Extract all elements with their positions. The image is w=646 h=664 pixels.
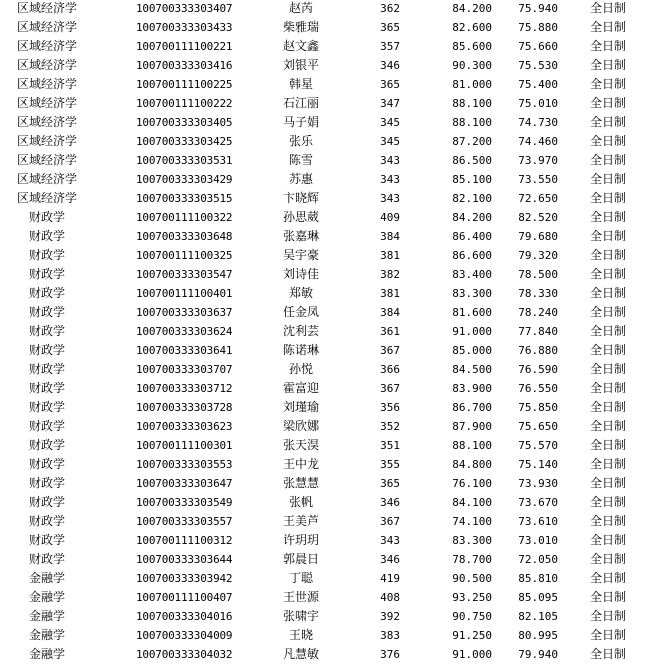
exam-id-cell: 100700111100322: [136, 211, 233, 224]
name-cell: 柴雅瑞: [282, 20, 319, 34]
initial-score-cell: 381: [380, 287, 400, 300]
study-type-cell: 全日制: [589, 20, 626, 34]
initial-score-cell: 347: [380, 97, 400, 110]
exam-id-cell: 100700333303624: [136, 325, 233, 338]
retest-score-cell: 83.300: [452, 534, 492, 547]
total-score-cell: 78.330: [518, 287, 558, 300]
exam-id-cell: 100700333303429: [136, 173, 233, 186]
name-cell: 王晓: [288, 628, 313, 642]
total-score-cell: 76.590: [518, 363, 558, 376]
total-score-cell: 75.400: [518, 78, 558, 91]
initial-score-cell: 357: [380, 40, 400, 53]
initial-score-cell: 365: [380, 78, 400, 91]
name-cell: 吴宇豪: [282, 248, 319, 262]
name-cell: 苏惠: [288, 172, 313, 186]
total-score-cell: 85.095: [518, 591, 558, 604]
table-row: [0, 303, 646, 322]
major-cell: 金融学: [28, 609, 65, 623]
study-type-cell: 全日制: [589, 552, 626, 566]
initial-score-cell: 352: [380, 420, 400, 433]
major-cell: 财政学: [28, 457, 65, 471]
study-type-cell: 全日制: [589, 153, 626, 167]
retest-score-cell: 85.000: [452, 344, 492, 357]
retest-score-cell: 86.700: [452, 401, 492, 414]
major-cell: 财政学: [28, 476, 65, 490]
retest-score-cell: 83.300: [452, 287, 492, 300]
retest-score-cell: 81.600: [452, 306, 492, 319]
total-score-cell: 75.010: [518, 97, 558, 110]
table-row: [0, 189, 646, 208]
total-score-cell: 76.550: [518, 382, 558, 395]
initial-score-cell: 346: [380, 59, 400, 72]
retest-score-cell: 86.600: [452, 249, 492, 262]
name-cell: 王世源: [282, 590, 319, 604]
exam-id-cell: 100700333303553: [136, 458, 233, 471]
major-cell: 财政学: [28, 229, 65, 243]
total-score-cell: 79.680: [518, 230, 558, 243]
table-row: [0, 398, 646, 417]
initial-score-cell: 384: [380, 230, 400, 243]
initial-score-cell: 381: [380, 249, 400, 262]
name-cell: 刘瑾瑜: [282, 400, 319, 414]
table-row: [0, 531, 646, 550]
exam-id-cell: 100700333303707: [136, 363, 233, 376]
initial-score-cell: 383: [380, 629, 400, 642]
study-type-cell: 全日制: [589, 324, 626, 338]
study-type-cell: 全日制: [589, 96, 626, 110]
exam-id-cell: 100700333303942: [136, 572, 233, 585]
total-score-cell: 78.240: [518, 306, 558, 319]
major-cell: 财政学: [28, 286, 65, 300]
exam-id-cell: 100700111100225: [136, 78, 233, 91]
initial-score-cell: 343: [380, 534, 400, 547]
total-score-cell: 79.940: [518, 648, 558, 661]
study-type-cell: 全日制: [589, 400, 626, 414]
exam-id-cell: 100700333303641: [136, 344, 233, 357]
major-cell: 金融学: [28, 590, 65, 604]
exam-id-cell: 100700333304032: [136, 648, 233, 661]
major-cell: 财政学: [28, 381, 65, 395]
name-cell: 张帆: [288, 495, 313, 509]
total-score-cell: 73.970: [518, 154, 558, 167]
initial-score-cell: 345: [380, 116, 400, 129]
table-row: [0, 284, 646, 303]
exam-id-cell: 100700333303425: [136, 135, 233, 148]
study-type-cell: 全日制: [589, 172, 626, 186]
exam-id-cell: 100700333303433: [136, 21, 233, 34]
name-cell: 沈利芸: [282, 324, 319, 338]
exam-id-cell: 100700333303712: [136, 382, 233, 395]
exam-id-cell: 100700111100222: [136, 97, 233, 110]
retest-score-cell: 81.000: [452, 78, 492, 91]
initial-score-cell: 346: [380, 553, 400, 566]
exam-id-cell: 100700111100312: [136, 534, 233, 547]
name-cell: 王美芦: [282, 514, 319, 528]
table-row: [0, 151, 646, 170]
total-score-cell: 74.730: [518, 116, 558, 129]
major-cell: 区域经济学: [16, 115, 77, 129]
total-score-cell: 73.010: [518, 534, 558, 547]
total-score-cell: 75.650: [518, 420, 558, 433]
table-row: [0, 37, 646, 56]
table-row: [0, 436, 646, 455]
study-type-cell: 全日制: [589, 248, 626, 262]
name-cell: 刘银平: [282, 58, 319, 72]
name-cell: 梁欣娜: [282, 419, 319, 433]
study-type-cell: 全日制: [589, 533, 626, 547]
name-cell: 孙思葳: [282, 210, 319, 224]
table-row: [0, 132, 646, 151]
retest-score-cell: 88.100: [452, 97, 492, 110]
exam-id-cell: 100700333303515: [136, 192, 233, 205]
study-type-cell: 全日制: [589, 267, 626, 281]
study-type-cell: 全日制: [589, 343, 626, 357]
retest-score-cell: 91.250: [452, 629, 492, 642]
major-cell: 财政学: [28, 267, 65, 281]
initial-score-cell: 355: [380, 458, 400, 471]
table-row: [0, 170, 646, 189]
initial-score-cell: 345: [380, 135, 400, 148]
exam-id-cell: 100700333303647: [136, 477, 233, 490]
name-cell: 霍富迎: [282, 381, 319, 395]
total-score-cell: 73.930: [518, 477, 558, 490]
major-cell: 金融学: [28, 647, 65, 661]
initial-score-cell: 351: [380, 439, 400, 452]
initial-score-cell: 343: [380, 192, 400, 205]
study-type-cell: 全日制: [589, 476, 626, 490]
table-row: [0, 18, 646, 37]
study-type-cell: 全日制: [589, 457, 626, 471]
table-row: [0, 607, 646, 626]
major-cell: 财政学: [28, 210, 65, 224]
total-score-cell: 82.105: [518, 610, 558, 623]
table-row: [0, 360, 646, 379]
table-row: [0, 322, 646, 341]
major-cell: 区域经济学: [16, 96, 77, 110]
major-cell: 区域经济学: [16, 134, 77, 148]
total-score-cell: 75.530: [518, 59, 558, 72]
study-type-cell: 全日制: [589, 514, 626, 528]
total-score-cell: 73.610: [518, 515, 558, 528]
exam-id-cell: 100700333303644: [136, 553, 233, 566]
name-cell: 张乐: [288, 134, 313, 148]
retest-score-cell: 84.200: [452, 2, 492, 15]
initial-score-cell: 367: [380, 382, 400, 395]
study-type-cell: 全日制: [589, 609, 626, 623]
retest-score-cell: 85.100: [452, 173, 492, 186]
initial-score-cell: 366: [380, 363, 400, 376]
total-score-cell: 72.050: [518, 553, 558, 566]
name-cell: 张天淏: [282, 438, 319, 452]
study-type-cell: 全日制: [589, 381, 626, 395]
retest-score-cell: 84.100: [452, 496, 492, 509]
initial-score-cell: 367: [380, 515, 400, 528]
total-score-cell: 79.320: [518, 249, 558, 262]
initial-score-cell: 365: [380, 477, 400, 490]
initial-score-cell: 367: [380, 344, 400, 357]
major-cell: 金融学: [28, 571, 65, 585]
major-cell: 区域经济学: [16, 58, 77, 72]
major-cell: 区域经济学: [16, 77, 77, 91]
retest-score-cell: 91.000: [452, 325, 492, 338]
name-cell: 卞晓辉: [282, 191, 319, 205]
initial-score-cell: 365: [380, 21, 400, 34]
name-cell: 凡慧敏: [282, 647, 319, 661]
table-row: [0, 569, 646, 588]
retest-score-cell: 83.900: [452, 382, 492, 395]
table-row: [0, 208, 646, 227]
major-cell: 区域经济学: [16, 1, 77, 15]
name-cell: 陈雪: [288, 153, 313, 167]
name-cell: 张啸宇: [282, 609, 319, 623]
name-cell: 张慧慧: [282, 476, 319, 490]
exam-id-cell: 100700333303405: [136, 116, 233, 129]
major-cell: 财政学: [28, 419, 65, 433]
major-cell: 财政学: [28, 305, 65, 319]
exam-id-cell: 100700111100301: [136, 439, 233, 452]
initial-score-cell: 343: [380, 173, 400, 186]
initial-score-cell: 409: [380, 211, 400, 224]
retest-score-cell: 88.100: [452, 439, 492, 452]
major-cell: 财政学: [28, 362, 65, 376]
study-type-cell: 全日制: [589, 229, 626, 243]
total-score-cell: 75.570: [518, 439, 558, 452]
initial-score-cell: 419: [380, 572, 400, 585]
retest-score-cell: 87.900: [452, 420, 492, 433]
name-cell: 马子娟: [282, 115, 319, 129]
retest-score-cell: 86.400: [452, 230, 492, 243]
initial-score-cell: 361: [380, 325, 400, 338]
major-cell: 财政学: [28, 438, 65, 452]
major-cell: 财政学: [28, 400, 65, 414]
major-cell: 财政学: [28, 495, 65, 509]
total-score-cell: 77.840: [518, 325, 558, 338]
table-row: [0, 75, 646, 94]
exam-id-cell: 100700333303416: [136, 59, 233, 72]
name-cell: 王中龙: [282, 457, 319, 471]
study-type-cell: 全日制: [589, 210, 626, 224]
table-row: [0, 417, 646, 436]
retest-score-cell: 84.200: [452, 211, 492, 224]
exam-id-cell: 100700111100401: [136, 287, 233, 300]
initial-score-cell: 376: [380, 648, 400, 661]
retest-score-cell: 84.800: [452, 458, 492, 471]
total-score-cell: 76.880: [518, 344, 558, 357]
initial-score-cell: 408: [380, 591, 400, 604]
retest-score-cell: 93.250: [452, 591, 492, 604]
retest-score-cell: 91.000: [452, 648, 492, 661]
exam-id-cell: 100700333303557: [136, 515, 233, 528]
table-row: [0, 113, 646, 132]
major-cell: 区域经济学: [16, 39, 77, 53]
name-cell: 丁聪: [288, 571, 313, 585]
table-row: [0, 379, 646, 398]
study-type-cell: 全日制: [589, 39, 626, 53]
name-cell: 任金凤: [282, 305, 319, 319]
retest-score-cell: 90.750: [452, 610, 492, 623]
major-cell: 财政学: [28, 248, 65, 262]
name-cell: 韩星: [288, 77, 313, 91]
exam-id-cell: 100700333303547: [136, 268, 233, 281]
study-type-cell: 全日制: [589, 647, 626, 661]
study-type-cell: 全日制: [589, 134, 626, 148]
exam-id-cell: 100700333303728: [136, 401, 233, 414]
total-score-cell: 78.500: [518, 268, 558, 281]
exam-id-cell: 100700111100407: [136, 591, 233, 604]
retest-score-cell: 86.500: [452, 154, 492, 167]
retest-score-cell: 78.700: [452, 553, 492, 566]
retest-score-cell: 84.500: [452, 363, 492, 376]
table-row: [0, 588, 646, 607]
study-type-cell: 全日制: [589, 628, 626, 642]
table-row: [0, 626, 646, 645]
table-row: [0, 341, 646, 360]
retest-score-cell: 74.100: [452, 515, 492, 528]
retest-score-cell: 85.600: [452, 40, 492, 53]
study-type-cell: 全日制: [589, 191, 626, 205]
major-cell: 财政学: [28, 343, 65, 357]
table-row: [0, 550, 646, 569]
table-row: [0, 265, 646, 284]
study-type-cell: 全日制: [589, 438, 626, 452]
exam-id-cell: 100700333303623: [136, 420, 233, 433]
table-row: [0, 246, 646, 265]
exam-id-cell: 100700333303407: [136, 2, 233, 15]
name-cell: 郑敏: [288, 286, 313, 300]
initial-score-cell: 382: [380, 268, 400, 281]
table-row: [0, 0, 646, 18]
major-cell: 财政学: [28, 514, 65, 528]
study-type-cell: 全日制: [589, 58, 626, 72]
initial-score-cell: 346: [380, 496, 400, 509]
name-cell: 赵文鑫: [282, 39, 319, 53]
total-score-cell: 73.670: [518, 496, 558, 509]
retest-score-cell: 82.600: [452, 21, 492, 34]
exam-id-cell: 100700333303531: [136, 154, 233, 167]
exam-id-cell: 100700333304009: [136, 629, 233, 642]
retest-score-cell: 82.100: [452, 192, 492, 205]
name-cell: 刘诗佳: [282, 267, 319, 281]
total-score-cell: 85.810: [518, 572, 558, 585]
exam-id-cell: 100700333304016: [136, 610, 233, 623]
study-type-cell: 全日制: [589, 495, 626, 509]
retest-score-cell: 90.300: [452, 59, 492, 72]
table-row: [0, 56, 646, 75]
exam-id-cell: 100700333303637: [136, 306, 233, 319]
exam-id-cell: 100700111100325: [136, 249, 233, 262]
name-cell: 郭晨日: [282, 552, 319, 566]
major-cell: 区域经济学: [16, 153, 77, 167]
study-type-cell: 全日制: [589, 115, 626, 129]
name-cell: 孙悦: [288, 362, 313, 376]
study-type-cell: 全日制: [589, 1, 626, 15]
total-score-cell: 75.140: [518, 458, 558, 471]
table-row: [0, 227, 646, 246]
total-score-cell: 80.995: [518, 629, 558, 642]
study-type-cell: 全日制: [589, 286, 626, 300]
table-row: [0, 474, 646, 493]
major-cell: 财政学: [28, 533, 65, 547]
study-type-cell: 全日制: [589, 305, 626, 319]
name-cell: 张嘉琳: [282, 229, 319, 243]
major-cell: 财政学: [28, 552, 65, 566]
table-row: [0, 512, 646, 531]
total-score-cell: 72.650: [518, 192, 558, 205]
name-cell: 许玥玥: [282, 533, 319, 547]
major-cell: 区域经济学: [16, 172, 77, 186]
retest-score-cell: 90.500: [452, 572, 492, 585]
study-type-cell: 全日制: [589, 419, 626, 433]
total-score-cell: 75.850: [518, 401, 558, 414]
total-score-cell: 75.880: [518, 21, 558, 34]
table-row: [0, 455, 646, 474]
initial-score-cell: 343: [380, 154, 400, 167]
initial-score-cell: 384: [380, 306, 400, 319]
total-score-cell: 74.460: [518, 135, 558, 148]
table-row: [0, 94, 646, 113]
major-cell: 财政学: [28, 324, 65, 338]
study-type-cell: 全日制: [589, 590, 626, 604]
table-row: [0, 645, 646, 664]
study-type-cell: 全日制: [589, 362, 626, 376]
study-type-cell: 全日制: [589, 77, 626, 91]
retest-score-cell: 76.100: [452, 477, 492, 490]
name-cell: 赵芮: [288, 1, 313, 15]
retest-score-cell: 88.100: [452, 116, 492, 129]
name-cell: 陈诺琳: [282, 343, 319, 357]
exam-id-cell: 100700111100221: [136, 40, 233, 53]
name-cell: 石江丽: [282, 96, 319, 110]
exam-id-cell: 100700333303648: [136, 230, 233, 243]
initial-score-cell: 356: [380, 401, 400, 414]
major-cell: 金融学: [28, 628, 65, 642]
major-cell: 区域经济学: [16, 191, 77, 205]
major-cell: 区域经济学: [16, 20, 77, 34]
exam-id-cell: 100700333303549: [136, 496, 233, 509]
total-score-cell: 75.660: [518, 40, 558, 53]
initial-score-cell: 392: [380, 610, 400, 623]
retest-score-cell: 83.400: [452, 268, 492, 281]
retest-score-cell: 87.200: [452, 135, 492, 148]
total-score-cell: 82.520: [518, 211, 558, 224]
total-score-cell: 73.550: [518, 173, 558, 186]
study-type-cell: 全日制: [589, 571, 626, 585]
table-row: [0, 493, 646, 512]
initial-score-cell: 362: [380, 2, 400, 15]
total-score-cell: 75.940: [518, 2, 558, 15]
